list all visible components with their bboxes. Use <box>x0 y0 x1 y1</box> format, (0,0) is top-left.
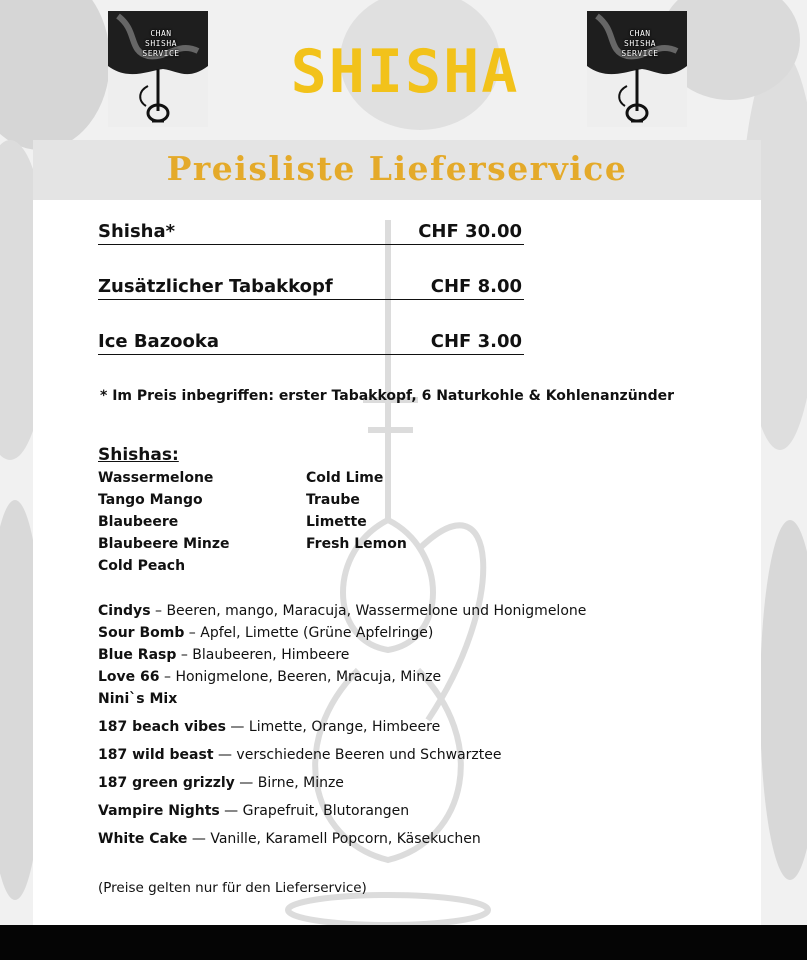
logo-right <box>587 11 687 127</box>
mix-separator: — <box>219 803 243 819</box>
mix-name: Sour Bomb <box>98 625 185 641</box>
mix-name: Love 66 <box>98 669 160 685</box>
flavor-list-right <box>306 467 407 555</box>
mix-separator: — <box>234 775 258 791</box>
mix-name: 187 wild beast <box>98 747 214 763</box>
mix-item <box>98 644 586 666</box>
price-row <box>98 275 524 300</box>
flavor-item: Wassermelone <box>98 470 214 486</box>
mix-separator: – <box>159 669 176 685</box>
mix-item <box>98 716 586 744</box>
brand-title: SHISHA <box>290 37 520 107</box>
flavor-item: Cold Peach <box>98 558 186 574</box>
mix-separator: – <box>150 603 167 619</box>
mix-description: Birne, Minze <box>257 775 344 791</box>
mix-separator: — <box>225 719 249 735</box>
flavor-item: Traube <box>306 492 360 508</box>
price-item-price: CHF 8.00 <box>430 276 522 297</box>
logo-text: CHAN SHISHA SERVICE <box>621 29 659 58</box>
price-row <box>98 220 524 245</box>
mix-item <box>98 666 586 688</box>
mix-item <box>98 828 586 856</box>
bottom-bar <box>0 925 807 960</box>
mix-list <box>98 600 586 856</box>
flavors-heading: Shishas: <box>98 445 179 465</box>
header <box>0 0 807 140</box>
mix-description: Grapefruit, Blutorangen <box>242 803 410 819</box>
footer-note: (Preise gelten nur für den Lieferservice) <box>98 880 367 896</box>
mix-description: Honigmelone, Beeren, Mracuja, Minze <box>175 669 442 685</box>
mix-name: Blue Rasp <box>98 647 177 663</box>
mix-item <box>98 622 586 644</box>
mix-description: Blaubeeren, Himbeere <box>192 647 350 663</box>
mix-item <box>98 688 586 716</box>
mix-separator: – <box>184 625 201 641</box>
mix-separator: – <box>176 647 193 663</box>
price-item-name: Ice Bazooka <box>98 331 220 352</box>
price-row <box>98 330 524 355</box>
subtitle: Preisliste Lieferservice <box>166 149 628 188</box>
mix-description: Beeren, mango, Maracuja, Wassermelone und Honigmelone <box>166 603 587 619</box>
mix-name: White Cake <box>98 831 188 847</box>
mix-name: Cindys <box>98 603 151 619</box>
flavor-item: Blaubeere <box>98 514 179 530</box>
mix-separator: — <box>213 747 237 763</box>
mix-name: Nini`s Mix <box>98 691 178 707</box>
logo-left <box>108 11 208 127</box>
flavor-list-left <box>98 467 230 577</box>
price-item-name: Zusätzlicher Tabakkopf <box>98 276 333 297</box>
mix-separator: — <box>187 831 211 847</box>
mix-description: Vanille, Karamell Popcorn, Käsekuchen <box>210 831 481 847</box>
price-item-name: Shisha* <box>98 221 176 242</box>
mix-item <box>98 772 586 800</box>
flavor-item: Limette <box>306 514 367 530</box>
flavor-item: Fresh Lemon <box>306 536 407 552</box>
mix-name: 187 green grizzly <box>98 775 235 791</box>
mix-name: Vampire Nights <box>98 803 220 819</box>
price-note: * Im Preis inbegriffen: erster Tabakkopf, 6 Naturkohle & Kohlenanzünder <box>100 388 675 404</box>
mix-item <box>98 744 586 772</box>
flavor-item: Tango Mango <box>98 492 203 508</box>
mix-description: verschiedene Beeren und Schwarztee <box>236 747 502 763</box>
price-item-price: CHF 30.00 <box>418 221 522 242</box>
price-item-price: CHF 3.00 <box>430 331 522 352</box>
mix-description: Limette, Orange, Himbeere <box>248 719 441 735</box>
mix-item <box>98 600 586 622</box>
mix-description: Apfel, Limette (Grüne Apfelringe) <box>200 625 434 641</box>
mix-name: 187 beach vibes <box>98 719 226 735</box>
mix-item <box>98 800 586 828</box>
flavor-item: Blaubeere Minze <box>98 536 230 552</box>
logo-text: CHAN SHISHA SERVICE <box>142 29 180 58</box>
flavor-item: Cold Lime <box>306 470 384 486</box>
